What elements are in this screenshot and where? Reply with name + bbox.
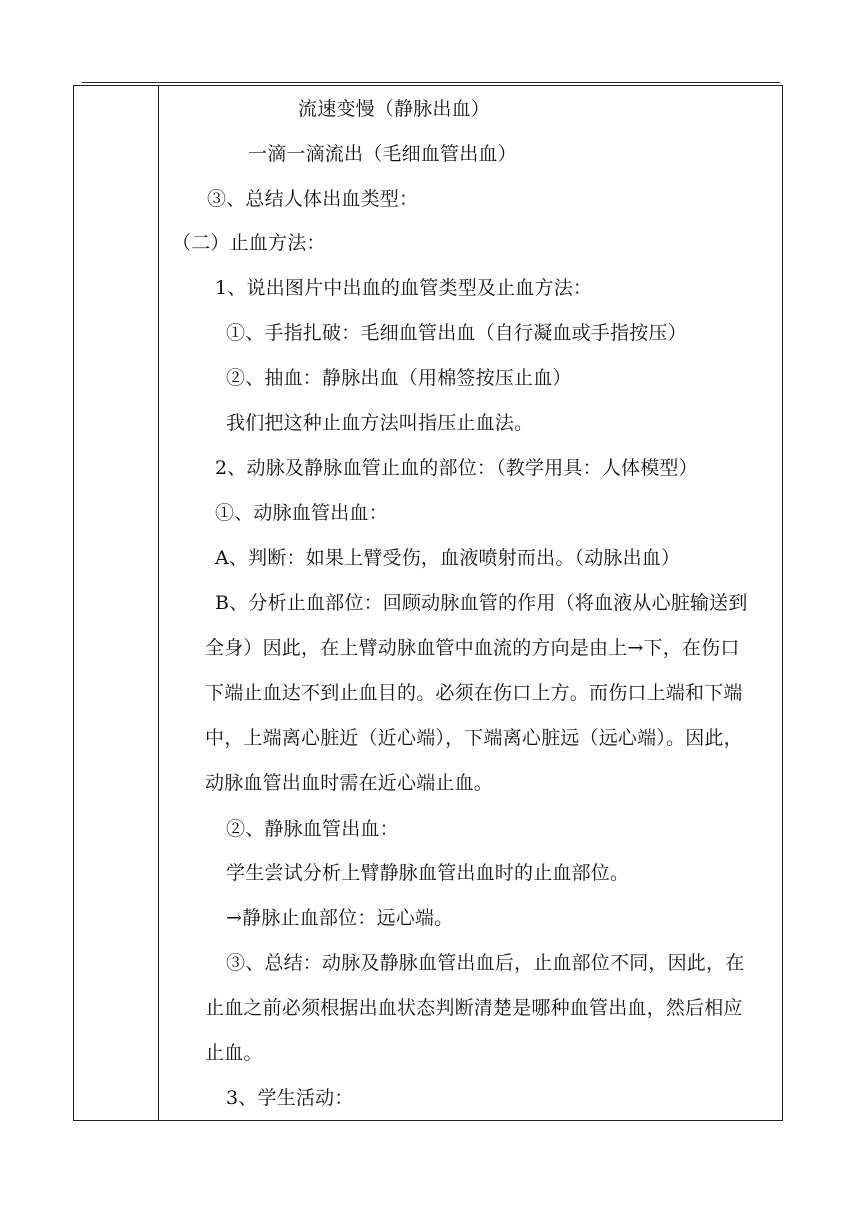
text-line: 止血。 <box>205 1042 263 1064</box>
section-heading: （二）止血方法： <box>172 232 326 254</box>
text-line: 下端止血达不到止血目的。必须在伤口上方。而伤口上端和下端 <box>205 682 743 704</box>
text-line: 我们把这种止血方法叫指压止血法。 <box>226 412 534 434</box>
text-line: ③、总结：动脉及静脉血管出血后，止血部位不同，因此，在 <box>226 952 745 974</box>
text-line: 一滴一滴流出（毛细血管出血） <box>248 143 517 165</box>
text-line: 学生尝试分析上臂静脉血管出血时的止血部位。 <box>226 862 630 884</box>
header-rule <box>82 82 780 83</box>
text-line: 1、说出图片中出血的血管类型及止血方法： <box>215 277 593 299</box>
text-line: →静脉止血部位：远心端。 <box>226 907 454 929</box>
text-line: B、分析止血部位：回顾动脉血管的作用（将血液从心脏输送到 <box>215 592 748 614</box>
text-line: 动脉血管出血时需在近心端止血。 <box>205 772 494 794</box>
text-line: 止血之前必须根据出血状态判断清楚是哪种血管出血，然后相应 <box>205 997 743 1019</box>
text-line: 中，上端离心脏近（近心端），下端离心脏远（远心端）。因此， <box>205 727 743 749</box>
text-line: 3、学生活动： <box>226 1087 354 1109</box>
text-line: ②、抽血：静脉出血（用棉签按压止血） <box>226 367 572 389</box>
column-divider <box>158 86 159 1120</box>
text-line: A、判断：如果上臂受伤，血液喷射而出。（动脉出血） <box>215 547 681 569</box>
text-line: 2、动脉及静脉血管止血的部位：（教学用具：人体模型） <box>215 457 698 479</box>
text-line: ①、手指扎破：毛细血管出血（自行凝血或手指按压） <box>226 322 687 344</box>
text-line: ②、静脉血管出血： <box>226 818 399 840</box>
text-line: 流速变慢（静脉出血） <box>298 98 491 120</box>
text-line: 全身）因此，在上臂动脉血管中血流的方向是由上→下，在伤口 <box>205 637 740 659</box>
text-line: ③、总结人体出血类型： <box>207 188 419 210</box>
text-line: ①、动脉血管出血： <box>215 502 388 524</box>
